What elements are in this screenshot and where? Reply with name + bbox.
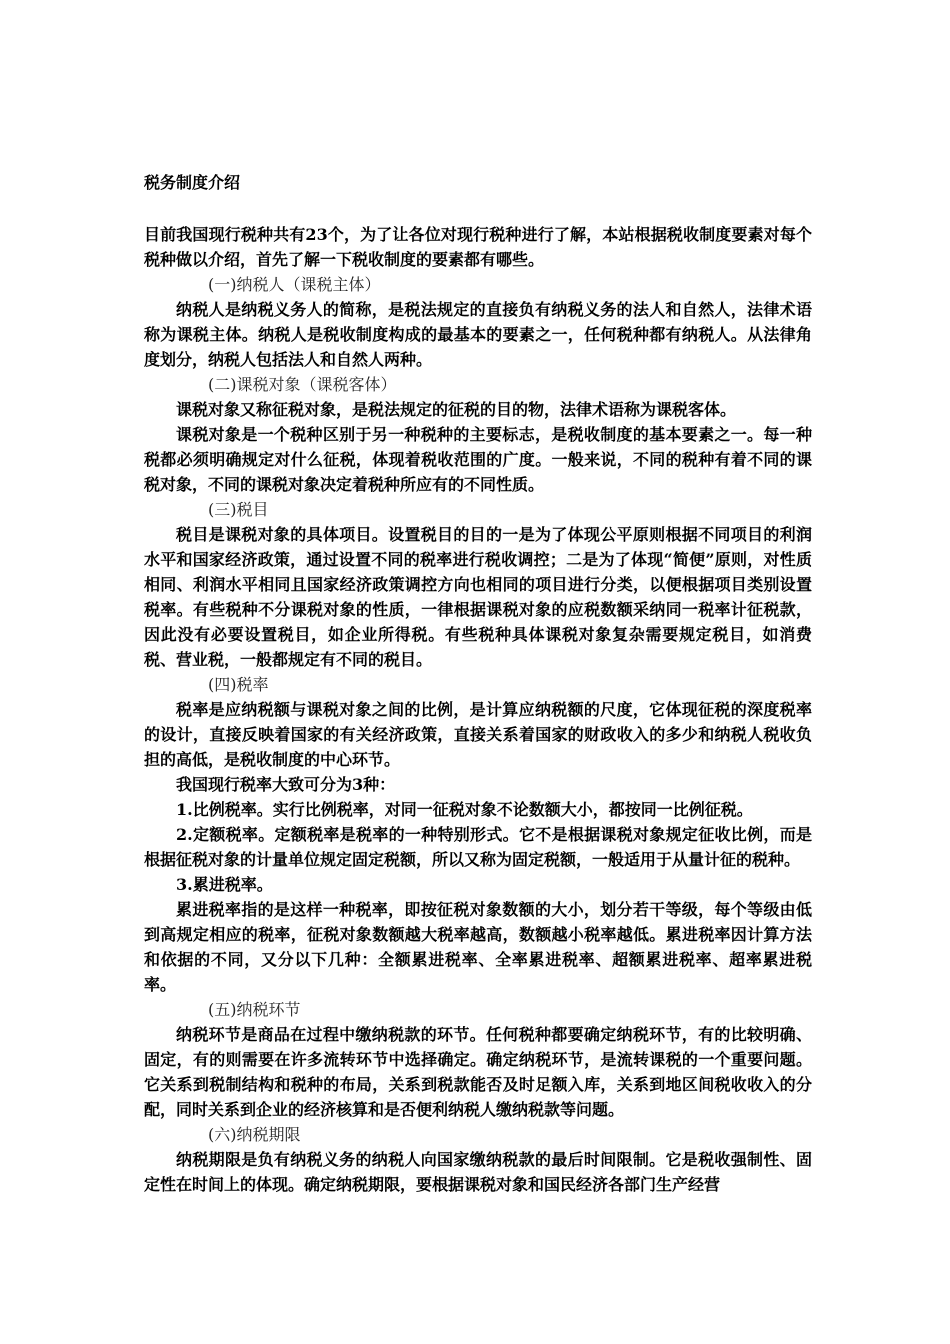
document-body [144,222,812,1197]
paragraph: 2.定额税率。定额税率是税率的一种特别形式。它不是根据课税对象规定征收比例，而是根据征税对象的计量单位规定固定税额，所以又称为固定税额，一般适用于从量计征的税种。 [144,825,812,869]
paragraph: 纳税人是纳税义务人的简称，是税法规定的直接负有纳税义务的法人和自然人，法律术语称为课税主体。纳税人是税收制度构成的最基本的要素之一，任何税种都有纳税人。从法律角度划分，纳税人包括法人和自然人两种。 [144,300,812,369]
paragraph: 税率是应纳税额与课税对象之间的比例，是计算应纳税额的尺度，它体现征税的深度税率的设计，直接反映着国家的有关经济政策，直接关系着国家的财政收入的多少和纳税人税收负担的高低，是税收制度的中心环节。 [144,700,812,769]
paragraph: 累进税率指的是这样一种税率，即按征税对象数额的大小，划分若干等级，每个等级由低到高规定相应的税率，征税对象数额越大税率越高，数额越小税率越低。累进税率因计算方法和依据的不同，又分以下几种：全额累进税率、全率累进税率、超额累进税率、超率累进税率。 [144,900,812,994]
paragraph: 纳税环节是商品在过程中缴纳税款的环节。任何税种都要确定纳税环节，有的比较明确、固定，有的则需要在许多流转环节中选择确定。确定纳税环节，是流转课税的一个重要问题。它关系到税制结构和税种的布局，关系到税款能否及时足额入库，关系到地区间税收收入的分配，同时关系到企业的经济核算和是否便利纳税人缴纳税款等问题。 [144,1025,812,1119]
section-heading: (二)课税对象（课税客体） [208,375,397,394]
section-heading: (五)纳税环节 [208,1000,301,1019]
paragraph: 3.累进税率。 [176,875,273,894]
section-heading: (三)税目 [208,500,269,519]
paragraph: 课税对象是一个税种区别于另一种税种的主要标志，是税收制度的基本要素之一。每一种税都必须明确规定对什么征税，体现着税收范围的广度。一般来说，不同的税种有着不同的课税对象，不同的课税对象决定着税种所应有的不同性质。 [144,425,812,494]
paragraph: 课税对象又称征税对象，是税法规定的征税的目的物，法律术语称为课税客体。 [176,400,737,419]
paragraph: 税目是课税对象的具体项目。设置税目的目的一是为了体现公平原则根据不同项目的利润水平和国家经济政策，通过设置不同的税率进行税收调控；二是为了体现“简便”原则，对性质相同、利润水平相同且国家经济政策调控方向也相同的项目进行分类，以便根据项目类别设置税率。有些税种不分课税对象的性质，一律根据课税对象的应税数额采纳同一税率计征税款，因此没有必要设置税目，如企业所得税。有些税种具体课税对象复杂需要规定税目，如消费税、营业税，一般都规定有不同的税目。 [144,525,812,669]
section-heading: (六)纳税期限 [208,1125,301,1144]
document-page [144,170,812,1197]
section-heading: (一)纳税人（课税主体） [208,275,381,294]
paragraph: 1.比例税率。实行比例税率，对同一征税对象不论数额大小，都按同一比例征税。 [176,800,753,819]
paragraph: 目前我国现行税种共有23个，为了让各位对现行税种进行了解，本站根据税收制度要素对每个税种做以介绍，首先了解一下税收制度的要素都有哪些。 [144,225,812,269]
paragraph: 纳税期限是负有纳税义务的纳税人向国家缴纳税款的最后时间限制。它是税收强制性、固定性在时间上的体现。确定纳税期限，要根据课税对象和国民经济各部门生产经营 [144,1150,812,1194]
paragraph: 我国现行税率大致可分为3种： [176,775,396,794]
section-heading: (四)税率 [208,675,269,694]
document-title: 税务制度介绍 [144,173,241,192]
